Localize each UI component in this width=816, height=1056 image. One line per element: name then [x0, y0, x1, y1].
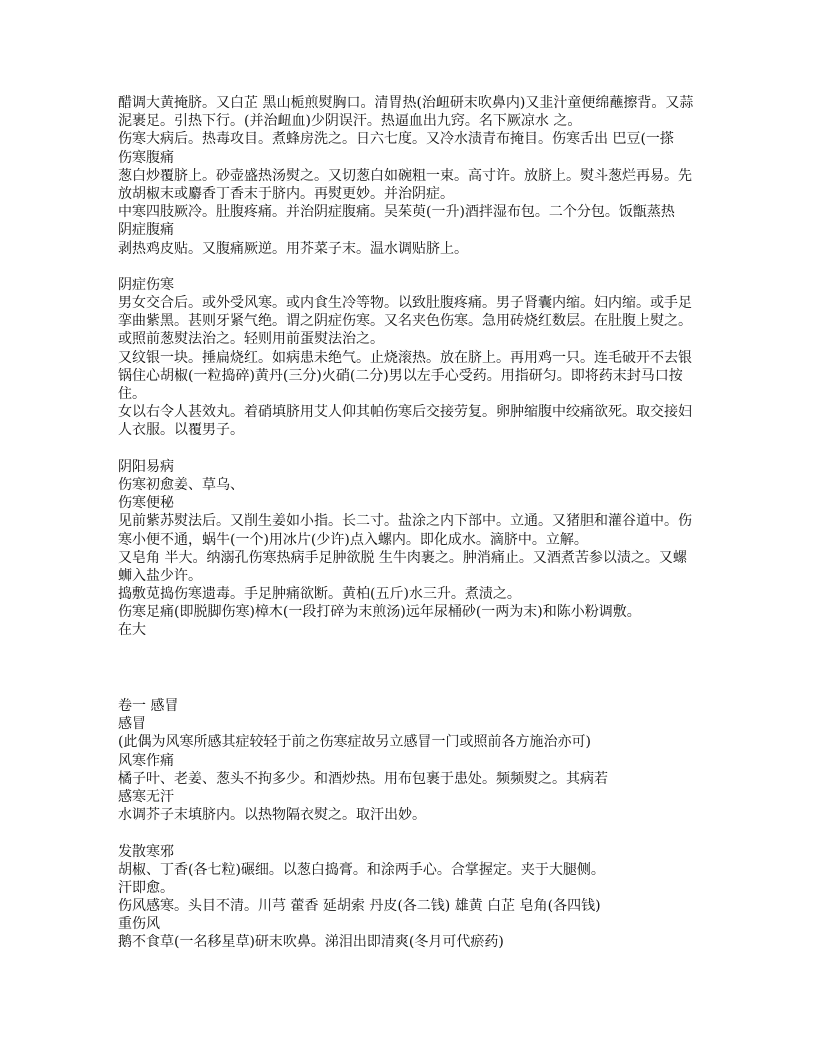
text-line: 感寒无汗: [118, 788, 174, 805]
text-line: 放胡椒末或麝香丁香末于脐内。再熨更妙。并治阴症。: [118, 185, 454, 202]
text-line: 阴症伤寒: [118, 276, 174, 293]
text-line: 女以右令人甚效丸。着硝填脐用艾人仰其帕伤寒后交接劳复。卵肿缩腹中绞痛欲死。取交接妇: [118, 404, 692, 421]
text-line: 或照前葱熨法治之。轻则用前蛋熨法治之。: [118, 331, 384, 348]
text-line: 阴症腹痛: [118, 222, 174, 239]
text-line: 蛳入盐少许。: [118, 567, 202, 584]
text-line: 又纹银一块。捶扁烧红。如病患未绝气。止烧滚热。放在脐上。再用鸡一只。连毛破开不去银: [118, 349, 692, 366]
text-line: 伤寒大病后。热毒攻目。煮蜂房洗之。日六七度。又冷水渍青布掩目。伤寒舌出 巴豆(一搽: [118, 131, 674, 148]
text-line: 伤寒便秘: [118, 495, 174, 512]
text-line: 又皂角 半大。纳溺孔伤寒热病手足肿欲脱 生牛肉裹之。肿消痛止。又酒煮苦参以渍之。又螺: [118, 549, 687, 566]
text-line: 重伤风: [118, 916, 160, 933]
document-text-block-upper: [118, 94, 718, 640]
text-line: 男女交合后。或外受风寒。或内食生冷等物。以致肚腹疼痛。男子肾囊内缩。妇内缩。或手足: [118, 295, 692, 312]
text-line: 伤寒初愈姜、草乌、: [118, 476, 244, 493]
text-line: 胡椒、丁香(各七粒)碾细。以葱白捣膏。和涂两手心。合掌握定。夹于大腿侧。: [118, 861, 605, 878]
text-line: 捣敷苋捣伤寒遗毒。手足肿痛欲断。黄柏(五斤)水三升。煮渍之。: [118, 586, 521, 603]
text-line: 醋调大黄掩脐。又白芷 黑山栀煎熨胸口。清胃热(治衄研末吹鼻内)又韭汁童便绵蘸擦背。又蒜: [118, 95, 694, 111]
text-line: 发散寒邪: [118, 843, 174, 860]
text-line: 人衣服。以覆男子。: [118, 422, 244, 439]
text-line: 汗即愈。: [118, 879, 174, 896]
text-line: 感冒: [118, 716, 146, 733]
text-line: 葱白炒覆脐上。砂壶盛热汤熨之。又切葱白如碗粗一束。高寸许。放脐上。熨斗葱烂再易。先: [118, 167, 692, 184]
text-line: 住。: [118, 386, 146, 402]
text-line: 卷一 感冒: [118, 698, 179, 714]
text-line: 水调芥子末填脐内。以热物隔衣熨之。取汗出妙。: [118, 807, 426, 824]
text-line: 寒小便不通，蜗牛(一个)用冰片(少许)点入螺内。即化成水。滴脐中。立解。: [118, 531, 588, 548]
text-line: [118, 440, 718, 458]
text-line: [118, 824, 718, 842]
text-line: (此偶为风寒所感其症较轻于前之伤寒症故另立感冒一门或照前各方施治亦可): [118, 734, 591, 751]
text-line: [118, 258, 718, 276]
document-text-block-lower: [118, 697, 718, 952]
text-line: 伤寒腹痛: [118, 149, 174, 166]
text-line: 在大: [118, 622, 146, 639]
text-line: 泥裹足。引热下行。(并治衄血)少阴误汗。热逼血出九窍。名下厥凉水 之。: [118, 113, 582, 130]
text-line: 伤风感寒。头目不清。川芎 藿香 延胡索 丹皮(各二钱) 雄黄 白芷 皂角(各四钱): [118, 898, 601, 915]
text-line: 锅住心胡椒(一粒捣碎)黄丹(三分)火硝(二分)男以左手心受药。用指研匀。即将药末封马口按: [118, 367, 683, 384]
text-line: 鹅不食草(一名移星草)研末吹鼻。涕泪出即清爽(冬月可代瘀药): [118, 934, 504, 951]
text-line: 伤寒足痛(即脱脚伤寒)樟木(一段打碎为末煎汤)远年尿桶砂(一两为末)和陈小粉调敷。: [118, 604, 641, 621]
text-line: 挛曲紫黑。甚则牙紧气绝。谓之阴症伤寒。又名夹色伤寒。急用砖烧红数层。在肚腹上熨之。: [118, 313, 692, 330]
text-line: 阴阳易病: [118, 458, 174, 475]
text-line: 见前紫苏熨法后。又削生姜如小指。长二寸。盐涂之内下部中。立通。又猪胆和灌谷道中。伤: [118, 513, 692, 530]
text-line: 剥热鸡皮贴。又腹痛厥逆。用芥菜子末。温水调贴脐上。: [118, 240, 468, 257]
text-line: 橘子叶、老姜、葱头不拘多少。和酒炒热。用布包裹于患处。频频熨之。其病若: [118, 770, 608, 787]
text-line: 风寒作痛: [118, 752, 174, 769]
text-line: 中寒四肢厥冷。肚腹疼痛。并治阴症腹痛。吴茱萸(一升)酒拌湿布包。二个分包。饭甑蒸热: [118, 204, 675, 221]
